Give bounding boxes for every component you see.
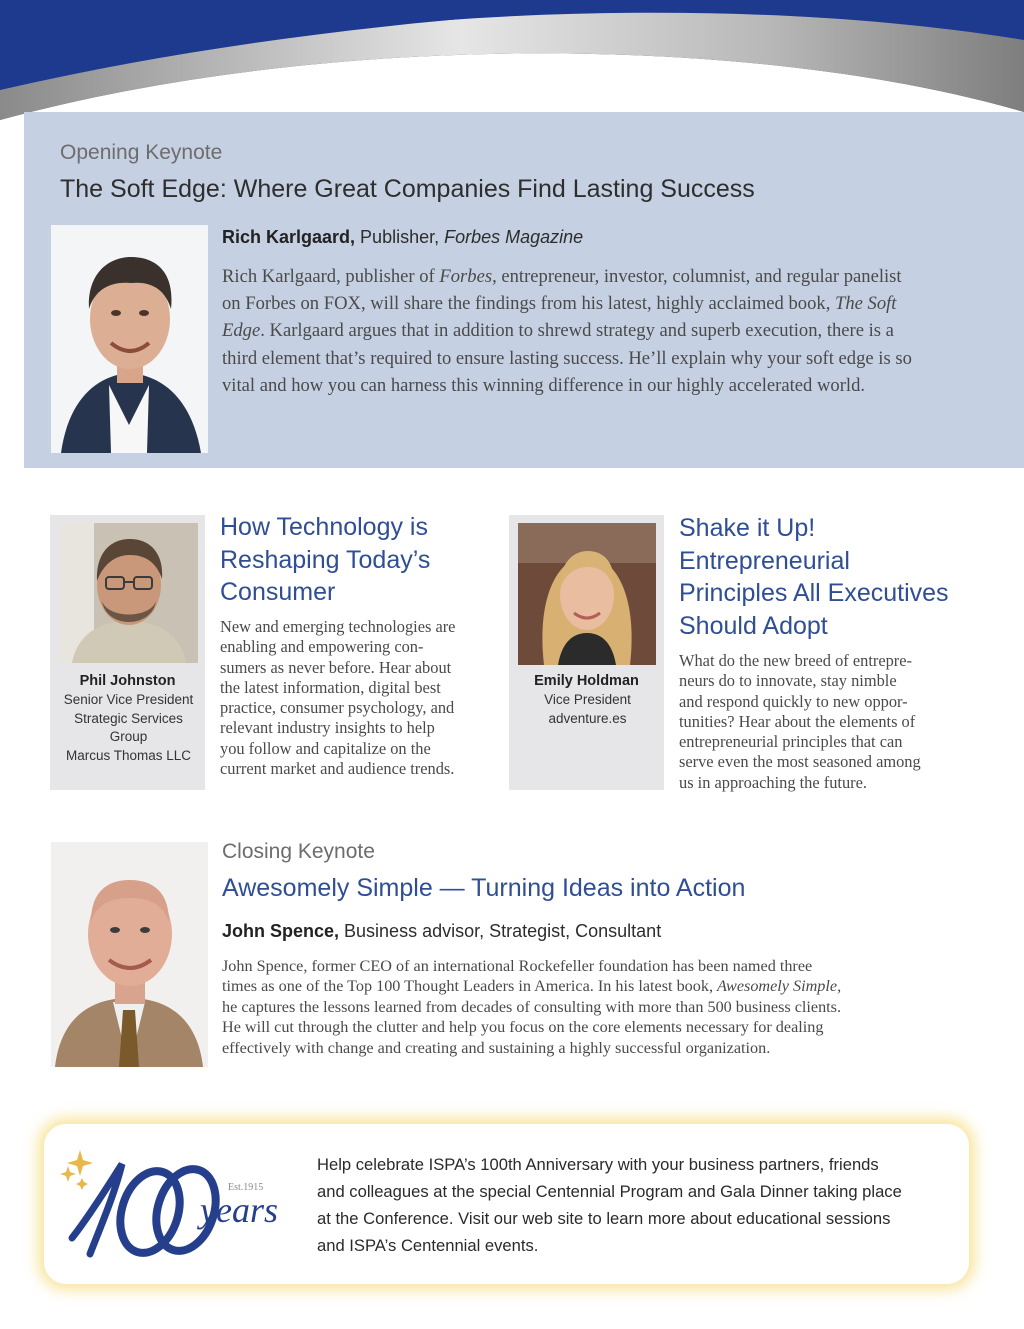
desc-line: tunities? Hear about the elements of [679,711,916,731]
closing-speaker-line [222,921,661,942]
opening-speaker-org: Forbes Magazine [444,227,584,247]
desc-book-title: Awesomely Simple [717,977,838,996]
speaker-detail-line: Strategic Services [74,710,183,726]
tech-session-description [220,617,500,779]
desc-line: he captures the lessons learned from decades of consulting with more than 500 business clients. [222,997,842,1016]
tech-session-title [220,511,430,609]
message-line: and ISPA’s Centennial events. [317,1236,539,1255]
opening-speaker-name: Rich Karlgaard, [222,227,356,247]
opening-desc-part: , entrepreneur, investor, columnist, and regular panelist on Forbes on FOX, will share the findings from his latest, highly acclaimed book, [222,266,902,315]
opening-desc-forbes: Forbes [439,266,493,287]
title-line: How Technology is [220,513,428,541]
desc-line: and respond quickly to new oppor- [679,691,908,711]
desc-line: effectively with change and creating and sustaining a highly successful organization. [222,1038,771,1057]
emily-holdman-details [510,691,665,728]
desc-line: us in approaching the future. [679,772,867,792]
emily-holdman-name: Emily Holdman [534,673,639,689]
desc-line: current market and audience trends. [220,759,455,779]
message-line: at the Conference. Visit our web site to learn more about educational sessions [317,1209,891,1228]
desc-part: , [837,977,842,996]
message-line: and colleagues at the special Centennial Program and Gala Dinner taking place [317,1182,902,1201]
sparkle-icon [67,1150,93,1176]
john-spence-photo [51,842,208,1067]
desc-line: relevant industry insights to help [220,718,435,738]
desc-line: enabling and empowering con- [220,637,424,657]
opening-desc-part: . Karlgaard argues that in addition to shrewd strategy and superb execution, there is a third element that’s required to ensure lasting success. He’ll explain why your soft edge is so vital and how you can harness this winning difference in our highly accelerated world. [222,320,912,396]
title-line: Consumer [220,578,336,606]
opening-description [222,263,912,399]
title-line: Reshaping Today’s [220,545,431,574]
title-line: Principles All Executives [679,579,949,607]
title-line: Shake it Up! [679,514,816,542]
desc-line [222,976,952,996]
desc-line: He will cut through the clutter and help you focus on the core elements necessary for dealing [222,1018,824,1037]
sparkle-icon [60,1166,76,1182]
opening-speaker-role: Publisher, [355,227,445,247]
speaker-detail-line: Marcus Thomas LLC [65,747,192,763]
centennial-message [317,1151,947,1259]
desc-line: New and emerging technologies are [220,617,456,636]
opening-desc-book: The Soft Edge [222,293,897,342]
message-line: Help celebrate ISPA’s 100th Anniversary with your business partners, friends [317,1155,879,1174]
title-line: Entrepreneurial [679,546,850,575]
desc-line: sumers as never before. Hear about [220,657,452,677]
speaker-detail-line: Vice President [544,692,631,707]
desc-line: the latest information, digital best [220,677,441,697]
phil-johnston-photo [60,523,198,663]
closing-speaker-role: Business advisor, Strategist, Consultant [339,921,662,941]
sparkle-icon [76,1178,88,1190]
phil-johnston-details [51,691,206,765]
shake-session-title [679,512,949,642]
closing-description [222,956,952,1058]
speaker-detail-line: Senior Vice President [63,692,194,707]
desc-line: entrepreneurial principles that can [679,732,903,752]
100-years-logo [58,1138,298,1268]
opening-desc-part: Rich Karlgaard, publisher of [222,266,440,287]
desc-line: What do the new breed of entrepre- [679,651,912,670]
logo-est-text: Est.1915 [228,1182,264,1193]
desc-line: you follow and capitalize on the [220,738,431,758]
opening-speaker-line [222,227,583,248]
phil-johnston-name: Phil Johnston [79,673,176,689]
desc-line: John Spence, former CEO of an international Rockefeller foundation has been named three [222,957,813,975]
desc-line: serve even the most seasoned among [679,752,921,772]
logo-years-text: years [200,1190,278,1230]
closing-keynote-label: Closing Keynote [222,840,375,863]
opening-keynote-title: The Soft Edge: Where Great Companies Find Lasting Success [60,175,755,203]
closing-speaker-name: John Spence, [222,921,340,941]
speaker-detail-line: Group [109,729,148,744]
rich-karlgaard-photo [51,225,208,453]
desc-part: times as one of the Top 100 Thought Leaders in America. In his latest book, [222,977,718,996]
speaker-detail-line: adventure.es [548,710,627,726]
title-line: Should Adopt [679,611,828,640]
closing-keynote-title: Awesomely Simple — Turning Ideas into Action [222,874,746,902]
desc-line: practice, consumer psychology, and [220,698,455,718]
shake-session-description [679,651,969,793]
desc-line: neurs do to innovate, stay nimble [679,671,897,691]
emily-holdman-photo [518,523,656,665]
opening-keynote-label: Opening Keynote [60,141,223,164]
